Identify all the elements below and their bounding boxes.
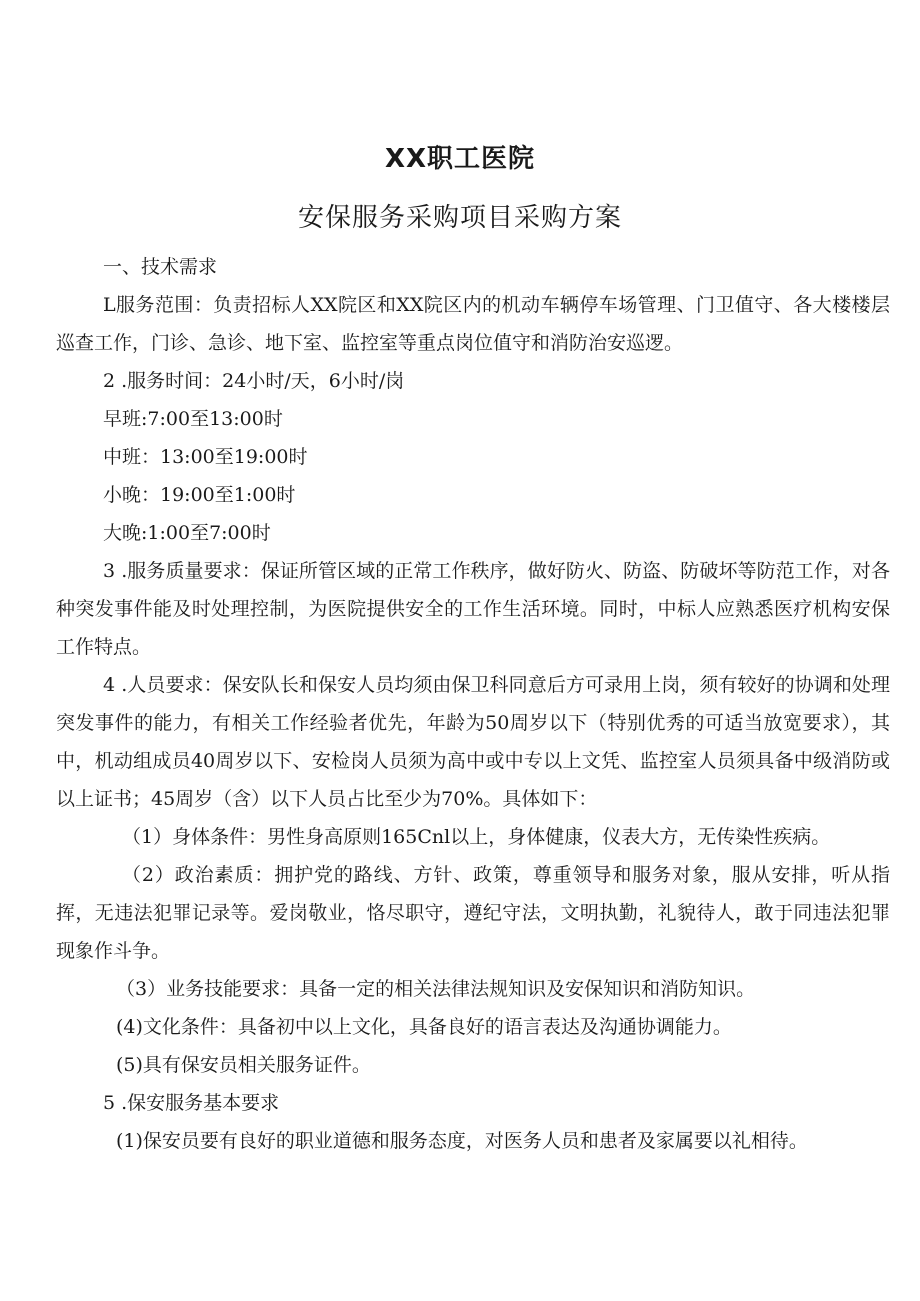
- item-professional-ethics: (1)保安员要有良好的职业道德和服务态度，对医务人员和患者及家属要以礼相待。: [116, 1130, 808, 1152]
- document-body: [56, 248, 890, 1160]
- shift-night: 大晚:1:00至7:00时: [103, 522, 271, 544]
- item-education: (4)文化条件：具备初中以上文化，具备良好的语言表达及沟通协调能力。: [116, 1016, 732, 1038]
- item-certificate: (5)具有保安员相关服务证件。: [116, 1054, 371, 1076]
- shift-midday: 中班：13:00至19:00时: [103, 446, 308, 468]
- paragraph-service-quality: 3 .服务质量要求：保证所管区域的正常工作秩序，做好防火、防盗、防破坏等防范工作，对各种突发事件能及时处理控制，为医院提供安全的工作生活环境。同时，中标人应熟悉医疗机构安保工作特点。: [56, 560, 890, 658]
- paragraph-basic-requirements: 5 .保安服务基本要求: [103, 1092, 280, 1114]
- paragraph-personnel-requirements: 4 .人员要求：保安队长和保安人员均须由保卫科同意后方可录用上岗，须有较好的协调和处理突发事件的能力，有相关工作经验者优先，年龄为50周岁以下（特别优秀的可适当放宽要求），其中，机动组成员40周岁以下、安检岗人员须为高中或中专以上文凭、监控室人员须具备中级消防或以上证书；45周岁（含）以下人员占比至少为70%。具体如下：: [56, 674, 890, 810]
- item-physical-condition: （1）身体条件：男性身高原则165Cnl以上，身体健康，仪表大方，无传染性疾病。: [122, 826, 831, 848]
- paragraph-service-scope: L服务范围：负责招标人XX院区和XX院区内的机动车辆停车场管理、门卫值守、各大楼楼层巡查工作，门诊、急诊、地下室、监控室等重点岗位值守和消防治安巡逻。: [56, 294, 890, 354]
- shift-evening: 小晚：19:00至1:00时: [103, 484, 296, 506]
- document-title: XX职工医院: [384, 144, 536, 174]
- item-political-quality: （2）政治素质：拥护党的路线、方针、政策，尊重领导和服务对象，服从安排，听从指挥，无违法犯罪记录等。爱岗敬业，恪尽职守，遵纪守法，文明执勤，礼貌待人，敢于同违法犯罪现象作斗争。: [56, 864, 890, 962]
- shift-morning: 早班:7:00至13:00时: [103, 408, 283, 430]
- document-subtitle: 安保服务采购项目采购方案: [297, 203, 622, 233]
- paragraph-service-time: 2 .服务时间：24小时/天，6小时/岗: [103, 370, 405, 392]
- item-business-skills: （3）业务技能要求：具备一定的相关法律法规知识及安保知识和消防知识。: [116, 978, 756, 1000]
- section-heading-technical: 一、技术需求: [103, 256, 218, 278]
